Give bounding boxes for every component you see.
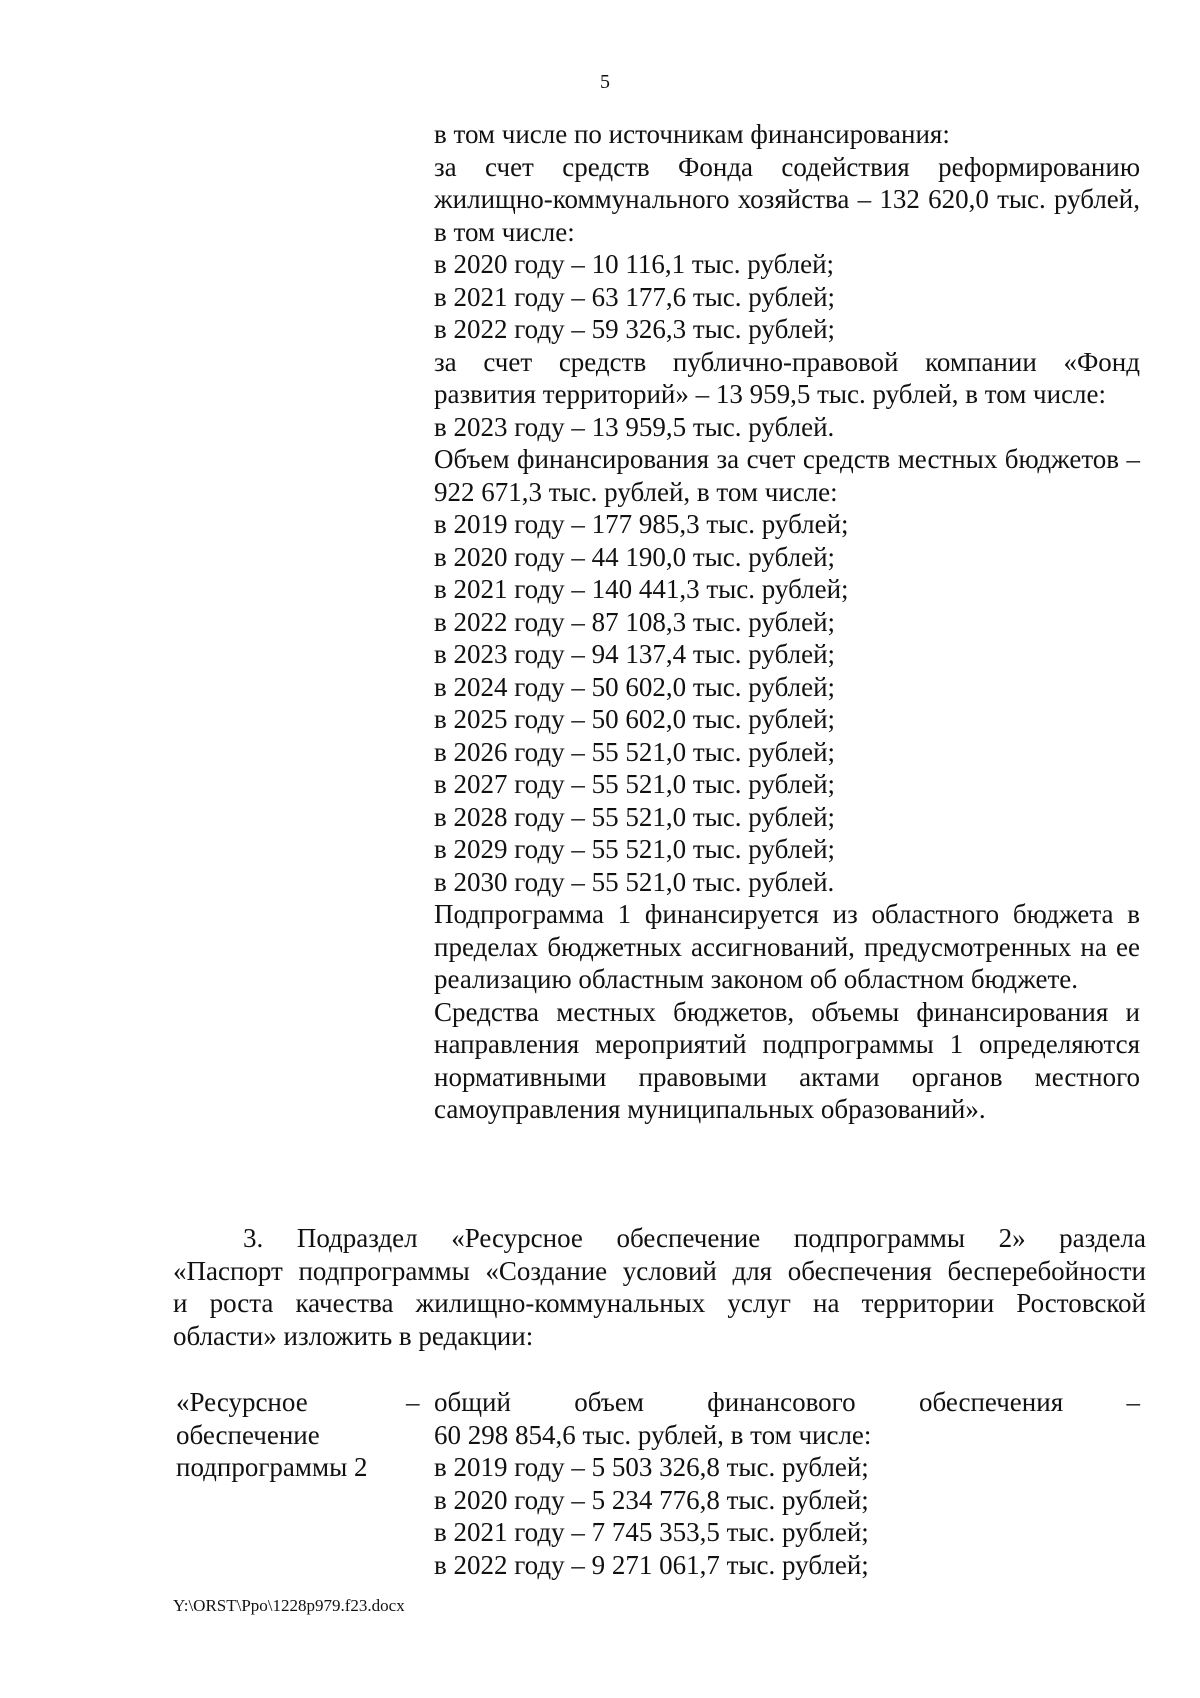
local-year-2024: в 2024 году – 50 602,0 тыс. рублей; [434, 671, 836, 702]
resource-total-amount: 60 298 854,6 тыс. рублей, в том числе: [434, 1419, 872, 1450]
local-year-2026: в 2026 году – 55 521,0 тыс. рублей; [434, 736, 836, 767]
section-3-paragraph [173, 1222, 1146, 1352]
local-budget-paragraph: Объем финансирования за счет средств местных бюджетов – 922 671,3 тыс. рублей, в том числе: [434, 444, 1140, 507]
section-3-line: «Паспорт подпрограммы «Создание условий для обеспечения бесперебойности [173, 1255, 1146, 1286]
resource-label-line: подпрограммы 2 [176, 1452, 368, 1482]
local-year-2020: в 2020 году – 44 190,0 тыс. рублей; [434, 541, 836, 572]
resource-year-2019: в 2019 году – 5 503 326,8 тыс. рублей; [434, 1452, 869, 1482]
local-year-2021: в 2021 году – 140 441,3 тыс. рублей; [434, 574, 849, 604]
local-year-2025: в 2025 году – 50 602,0 тыс. рублей; [434, 704, 836, 734]
footer-file-path: Y:\ORST\Ppo\1228p979.f23.docx [173, 1596, 405, 1615]
local-year-2029: в 2029 году – 55 521,0 тыс. рублей; [434, 834, 836, 864]
section-3-line: и роста качества жилищно-коммунальных услуг на территории Ростовской [173, 1288, 1146, 1318]
territory-fund-year-2023: в 2023 году – 13 959,5 тыс. рублей. [434, 411, 835, 442]
section-3-line: области» изложить в редакции: [173, 1320, 534, 1351]
resource-label-line: «Ресурсное [176, 1387, 308, 1417]
resource-label-dash: – [406, 1387, 420, 1417]
subprogram1-regional-paragraph: Подпрограмма 1 финансируется из областного бюджета в пределах бюджетных ассигнований, предусмотренных на ее реализацию областным законом об областном бюджете. [434, 899, 1140, 994]
resource-year-2020: в 2020 году – 5 234 776,8 тыс. рублей; [434, 1484, 869, 1515]
funding-sources-block [434, 118, 1140, 1126]
fund-reform-paragraph: за счет средств Фонда содействия реформированию жилищно-коммунального хозяйства – 132 620,0 тыс. рублей, в том числе: [434, 151, 1140, 247]
resource-section-label [176, 1386, 406, 1484]
page-number: 5 [600, 71, 610, 93]
fund-reform-year-2022: в 2022 году – 59 326,3 тыс. рублей; [434, 314, 836, 344]
local-year-2019: в 2019 году – 177 985,3 тыс. рублей; [434, 509, 849, 539]
resource-total-line: общий объем финансового обеспечения – [434, 1387, 1140, 1417]
local-year-2028: в 2028 году – 55 521,0 тыс. рублей; [434, 801, 836, 832]
territory-fund-paragraph: за счет средств публично-правовой компании «Фонд развития территорий» – 13 959,5 тыс. рублей, в том числе: [434, 346, 1140, 409]
local-year-2027: в 2027 году – 55 521,0 тыс. рублей; [434, 769, 836, 799]
local-year-2030: в 2030 году – 55 521,0 тыс. рублей. [434, 866, 835, 897]
resource-year-2021: в 2021 году – 7 745 353,5 тыс. рублей; [434, 1517, 869, 1547]
fund-reform-year-2020: в 2020 году – 10 116,1 тыс. рублей; [434, 249, 835, 279]
local-year-2022: в 2022 году – 87 108,3 тыс. рублей; [434, 606, 836, 637]
sources-intro: в том числе по источникам финансирования: [434, 119, 950, 149]
subprogram1-local-paragraph: Средства местных бюджетов, объемы финансирования и направления мероприятий подпрограммы 1 определяются нормативными правовыми актами органов местного самоуправления муниципальных образований». [434, 996, 1140, 1124]
fund-reform-year-2021: в 2021 году – 63 177,6 тыс. рублей; [434, 281, 836, 312]
resource-year-2022: в 2022 году – 9 271 061,7 тыс. рублей; [434, 1549, 869, 1580]
section-3-line: 3. Подраздел «Ресурсное обеспечение подпрограммы 2» раздела [243, 1223, 1146, 1253]
resource-label-line: обеспечение [176, 1419, 320, 1450]
resource-section-body [434, 1386, 1140, 1581]
local-year-2023: в 2023 году – 94 137,4 тыс. рублей; [434, 639, 836, 669]
